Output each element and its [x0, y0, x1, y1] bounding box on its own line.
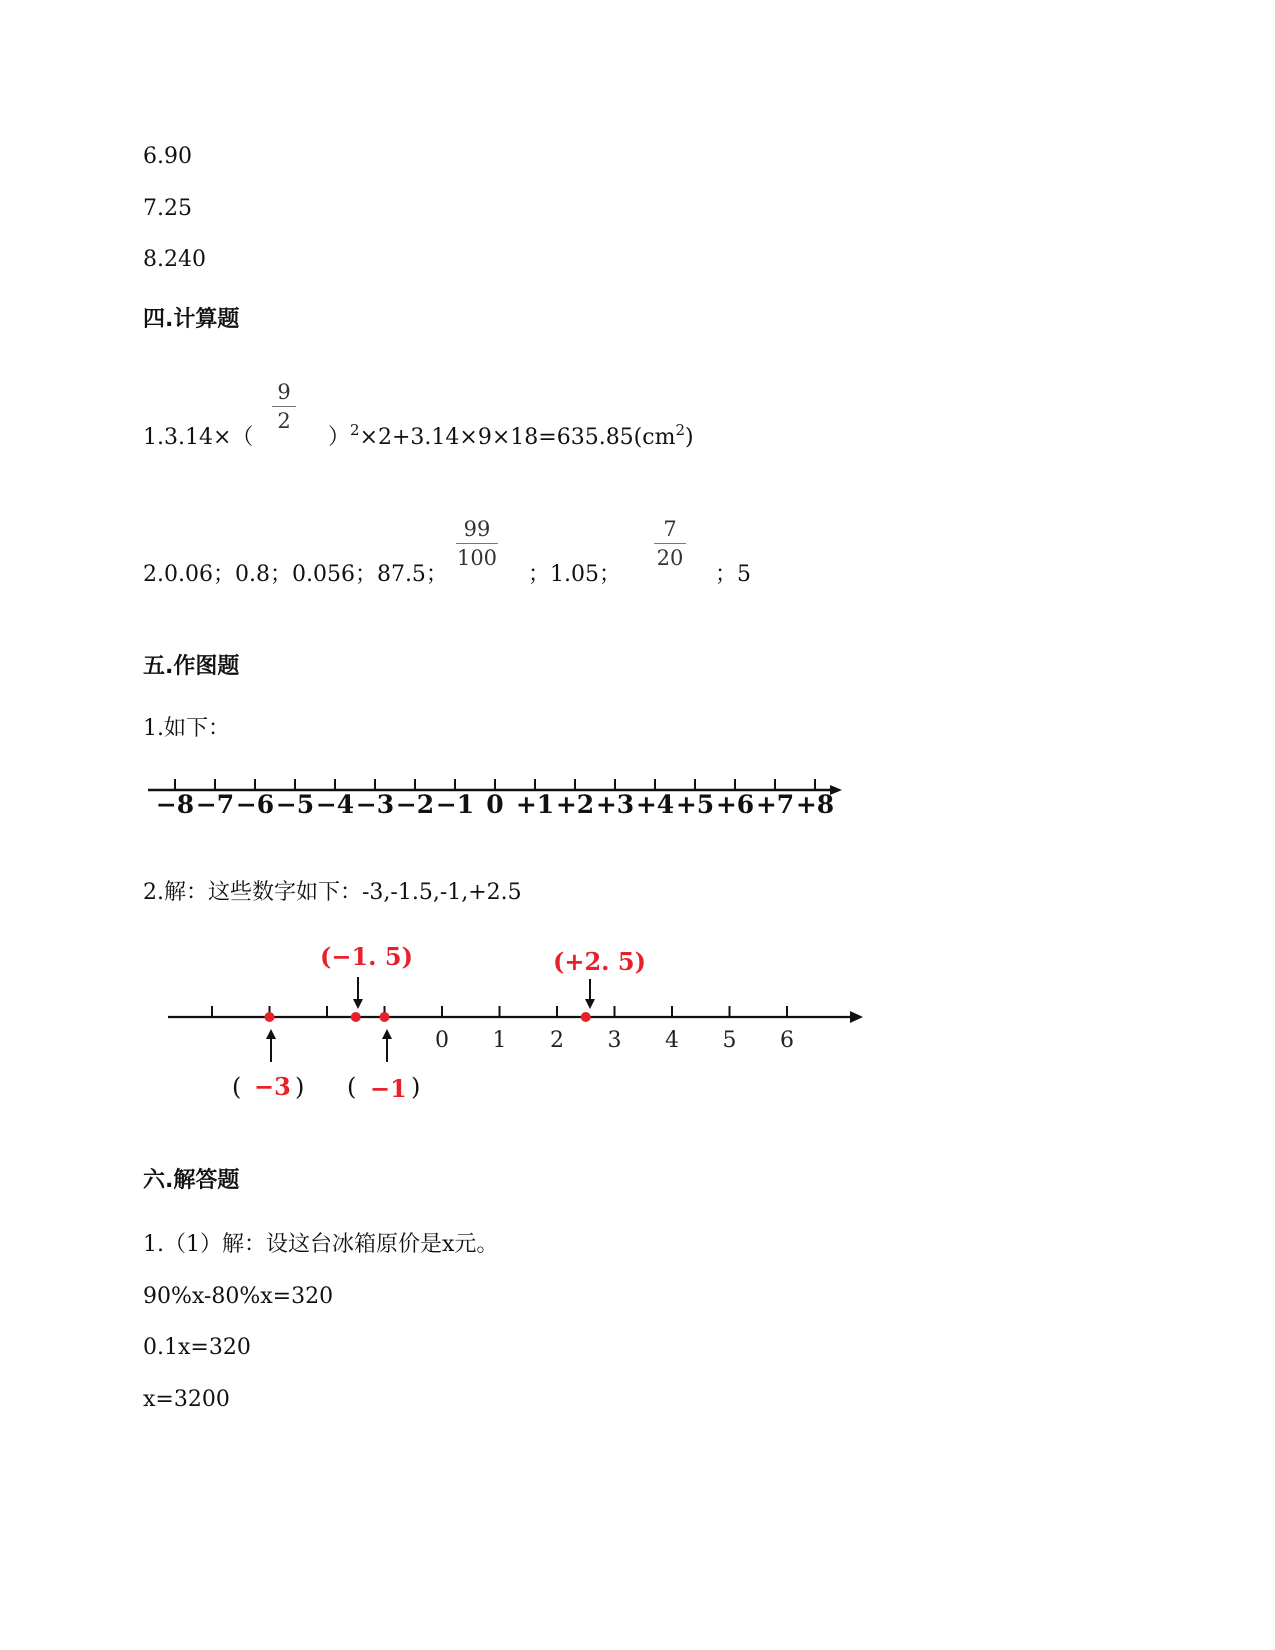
number-line-2-tick-label: 3 — [607, 1028, 622, 1053]
calc-middle: ×2+3.14×9×18=635.85(cm — [359, 425, 676, 450]
calc-item-1-prefix: 1.3.14×（ — [143, 425, 254, 450]
callout-plus-2-5: (+2. 5) — [553, 947, 646, 976]
paren-open: ( — [232, 1073, 242, 1101]
fraction-99-100 — [456, 517, 498, 570]
section-6-title: 六.解答题 — [143, 1168, 240, 1193]
number-line-1-tick-label: −4 — [315, 790, 355, 819]
calc-item-2-middle: ；1.05； — [528, 562, 621, 587]
number-line-1-tick-label: −2 — [395, 790, 435, 819]
number-line-2-tick-label: 5 — [722, 1028, 737, 1053]
draw-item-2-label: 2.解：这些数字如下：-3,-1.5,-1,+2.5 — [143, 880, 522, 905]
fraction-9-2 — [272, 380, 296, 433]
number-line-2 — [160, 935, 880, 1110]
paren-close: ) — [295, 1073, 305, 1101]
paren-open: ( — [347, 1073, 357, 1101]
number-line-2-tick-label: 2 — [550, 1028, 564, 1053]
arrow-up-icon — [382, 1029, 392, 1039]
number-line-1-tick-label: 0 — [486, 790, 504, 819]
number-line-1-tick-label: +6 — [715, 790, 755, 819]
arrow-down-icon — [353, 999, 363, 1009]
number-line-1-tick-label: +7 — [755, 790, 795, 819]
calc-item-1-expression — [328, 421, 694, 451]
answer-7: 7.25 — [143, 196, 192, 221]
number-line-1-tick-label: +4 — [635, 790, 675, 819]
number-line-1-tick-label: +1 — [515, 790, 555, 819]
arrow-up-icon — [266, 1029, 276, 1039]
calc-item-2-prefix: 2.0.06；0.8；0.056；87.5； — [143, 562, 448, 587]
answer-line-2: 90%x-80%x=320 — [143, 1284, 334, 1309]
number-line-1-tick-label: −7 — [195, 790, 235, 819]
number-line-2-point — [351, 1012, 361, 1022]
number-line-1-tick-label: +2 — [555, 790, 595, 819]
number-line-2-tick-label: 0 — [435, 1028, 449, 1053]
number-line-2-tick-label: 6 — [780, 1028, 794, 1053]
number-line-1-tick-label: −6 — [235, 790, 275, 819]
callout-minus-1-5: (−1. 5) — [320, 942, 413, 971]
fraction-numerator: 99 — [463, 517, 491, 541]
unit-exponent: 2 — [675, 421, 685, 439]
callout-minus-3: −3 — [254, 1072, 291, 1101]
number-line-1-tick-label: −3 — [355, 790, 395, 819]
number-line-1-tick-label: −8 — [155, 790, 195, 819]
answer-line-1: 1.（1）解：设这台冰箱原价是x元。 — [143, 1232, 499, 1257]
paren-close: ) — [411, 1073, 421, 1101]
answer-line-3: 0.1x=320 — [143, 1335, 251, 1360]
fraction-bar — [456, 543, 498, 544]
section-5-title: 五.作图题 — [143, 654, 240, 679]
answer-8: 8.240 — [143, 247, 206, 272]
fraction-denominator: 20 — [656, 546, 684, 570]
section-4-title: 四.计算题 — [143, 307, 240, 332]
number-line-2-point — [581, 1012, 591, 1022]
number-line-1-tick-label: −5 — [275, 790, 315, 819]
calc-item-2-end: ；5 — [715, 562, 751, 587]
answer-line-4: x=3200 — [143, 1387, 230, 1412]
number-line-2-tick-label: 1 — [492, 1028, 507, 1053]
fraction-numerator: 7 — [663, 517, 677, 541]
number-line-1-tick-label: +5 — [675, 790, 715, 819]
fraction-bar — [272, 406, 296, 407]
fraction-bar — [654, 543, 686, 544]
callout-minus-1: −1 — [370, 1074, 407, 1103]
number-line-1-tick-label: +8 — [795, 790, 835, 819]
number-line-1-tick-label: +3 — [595, 790, 635, 819]
number-line-2-point — [265, 1012, 275, 1022]
draw-item-1-label: 1.如下： — [143, 716, 230, 741]
number-line-1 — [140, 770, 860, 830]
fraction-denominator: 100 — [456, 546, 498, 570]
exponent: 2 — [350, 421, 360, 439]
answer-6: 6.90 — [143, 144, 192, 169]
calc-end: ) — [685, 425, 694, 450]
number-line-1-tick-label: −1 — [435, 790, 475, 819]
number-line-2-tick-label: 4 — [665, 1028, 679, 1053]
arrow-right-icon — [850, 1011, 863, 1023]
paren-close: ） — [328, 425, 351, 450]
fraction-7-20 — [654, 517, 686, 570]
number-line-2-point — [380, 1012, 390, 1022]
fraction-numerator: 9 — [277, 380, 291, 404]
fraction-denominator: 2 — [277, 409, 291, 433]
arrow-down-icon — [585, 999, 595, 1009]
